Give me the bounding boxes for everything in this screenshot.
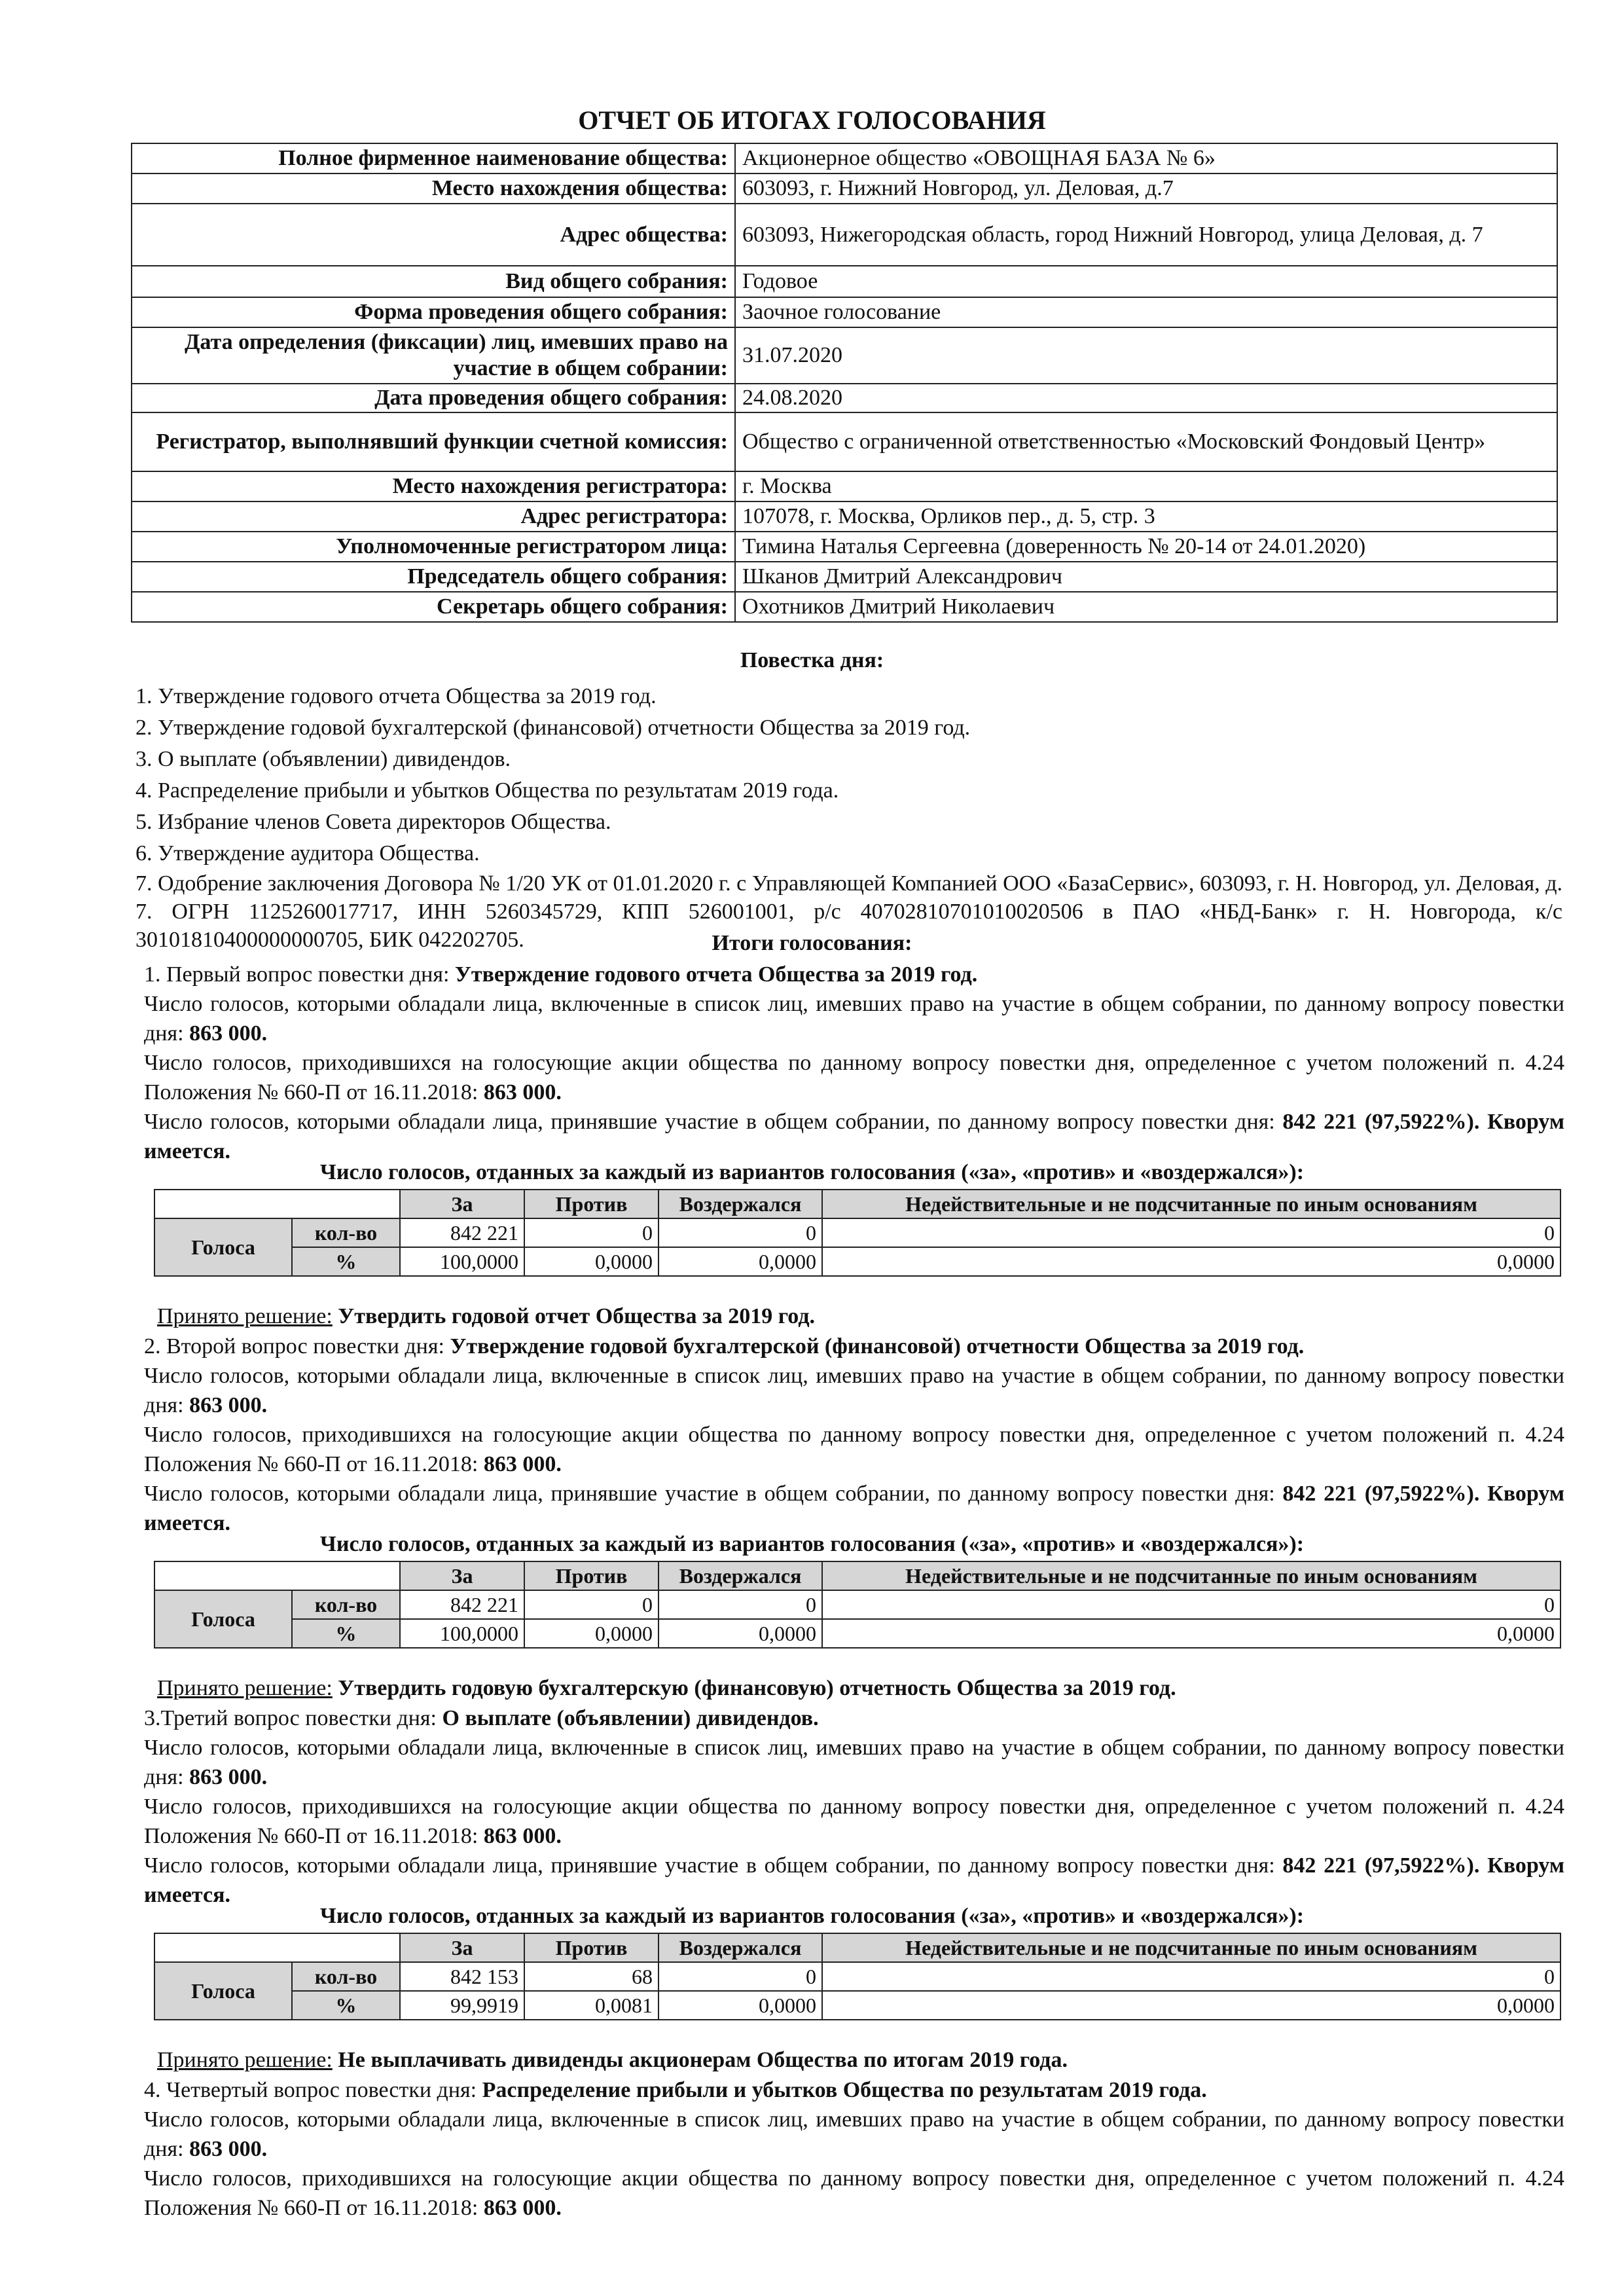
- document-title: ОТЧЕТ ОБ ИТОГАХ ГОЛОСОВАНИЯ: [578, 105, 1046, 135]
- cell-invalid-count: 0: [822, 1962, 1561, 1991]
- info-row: [132, 592, 1557, 622]
- info-label: Председатель общего собрания:: [132, 562, 735, 592]
- row-label-pct: %: [292, 1991, 400, 2020]
- agenda-item: 3. О выплате (объявлении) дивидендов.: [135, 747, 511, 771]
- info-row: [132, 266, 1557, 297]
- row-label-count: кол-во: [292, 1590, 400, 1619]
- info-value: 603093, Нижегородская область, город Нижний Новгород, улица Деловая, д. 7: [735, 204, 1557, 266]
- question-1-title: 1. Первый вопрос повестки дня: Утверждение годового отчета Общества за 2019 год.: [144, 962, 978, 987]
- info-label: Место нахождения регистратора:: [132, 471, 735, 501]
- question-3-block: [144, 1704, 1564, 1910]
- info-row: [132, 143, 1557, 173]
- cell-against-pct: 0,0000: [524, 1619, 659, 1648]
- question-1-table-caption: Число голосов, отданных за каждый из вариантов голосования («за», «против» и «воздержался»):: [319, 1160, 1305, 1184]
- info-value: 24.08.2020: [735, 384, 1557, 412]
- info-label: Вид общего собрания:: [132, 266, 735, 297]
- info-row: [132, 532, 1557, 562]
- info-row: [132, 173, 1557, 204]
- cell-abstain-pct: 0,0000: [659, 1247, 822, 1276]
- info-value: Общество с ограниченной ответственностью «Московский Фондовый Центр»: [735, 412, 1557, 471]
- col-abstain: Воздержался: [659, 1561, 822, 1590]
- question-3-votes-table: [154, 1933, 1561, 2020]
- cell-against-count: 0: [524, 1218, 659, 1247]
- question-2-title: 2. Второй вопрос повестки дня: Утверждение годовой бухгалтерской (финансовой) отчетности Общества за 2019 год.: [144, 1334, 1305, 1358]
- info-value: Охотников Дмитрий Николаевич: [735, 592, 1557, 622]
- info-row: [132, 204, 1557, 266]
- info-value: Шканов Дмитрий Александрович: [735, 562, 1557, 592]
- cell-against-pct: 0,0081: [524, 1991, 659, 2020]
- col-invalid: Недействительные и не подсчитанные по иным основаниям: [822, 1561, 1561, 1590]
- cell-invalid-count: 0: [822, 1218, 1561, 1247]
- question-2-votes-total: Число голосов, которыми обладали лица, включенные в список лиц, имевших право на участие в общем собрании, по данному вопросу повестки дня: 863 000.: [144, 1364, 1564, 1417]
- info-label: Секретарь общего собрания:: [132, 592, 735, 622]
- col-against: Против: [524, 1933, 659, 1962]
- info-row: [132, 501, 1557, 532]
- cell-invalid-pct: 0,0000: [822, 1247, 1561, 1276]
- question-3-votes-total: Число голосов, которыми обладали лица, включенные в список лиц, имевших право на участие в общем собрании, по данному вопросу повестки дня: 863 000.: [144, 1736, 1564, 1789]
- question-4-title: 4. Четвертый вопрос повестки дня: Распределение прибыли и убытков Общества по результатам 2019 года.: [144, 2078, 1207, 2102]
- cell-invalid-count: 0: [822, 1590, 1561, 1619]
- cell-against-count: 0: [524, 1590, 659, 1619]
- cell-abstain-count: 0: [659, 1590, 822, 1619]
- question-1-votes-shares: Число голосов, приходившихся на голосующие акции общества по данному вопросу повестки дня, определенное с учетом положений п. 4.24 Положения № 660-П от 16.11.2018: 863 000.: [144, 1051, 1564, 1104]
- row-label-pct: %: [292, 1247, 400, 1276]
- question-3-votes-participants: Число голосов, которыми обладали лица, принявшие участие в общем собрании, по данному вопросу повестки дня: 842 221 (97,5922%). Кворум имеется.: [144, 1853, 1565, 1907]
- cell-against-pct: 0,0000: [524, 1247, 659, 1276]
- agenda-item: 1. Утверждение годового отчета Общества за 2019 год.: [135, 684, 657, 708]
- col-for: За: [400, 1190, 524, 1218]
- agenda-item: 2. Утверждение годовой бухгалтерской (финансовой) отчетности Общества за 2019 год.: [135, 716, 971, 740]
- info-label: Адрес общества:: [132, 204, 735, 266]
- question-4-votes-shares: Число голосов, приходившихся на голосующие акции общества по данному вопросу повестки дня, определенное с учетом положений п. 4.24 Положения № 660-П от 16.11.2018: 863 000.: [144, 2166, 1564, 2220]
- cell-for-count: 842 221: [400, 1590, 524, 1619]
- info-value: Заочное голосование: [735, 297, 1557, 327]
- agenda-list: [135, 681, 1562, 954]
- col-against: Против: [524, 1190, 659, 1218]
- agenda-item: 6. Утверждение аудитора Общества.: [135, 841, 480, 866]
- info-value: Годовое: [735, 266, 1557, 297]
- cell-abstain-count: 0: [659, 1962, 822, 1991]
- table-row: [154, 1247, 1561, 1276]
- question-3-title: 3.Третий вопрос повестки дня: О выплате (объявлении) дивидендов.: [144, 1706, 819, 1730]
- info-row: [132, 327, 1557, 384]
- info-label: Адрес регистратора:: [132, 501, 735, 532]
- cell-against-count: 68: [524, 1962, 659, 1991]
- cell-abstain-count: 0: [659, 1218, 822, 1247]
- question-3-votes-shares: Число голосов, приходившихся на голосующие акции общества по данному вопросу повестки дня, определенное с учетом положений п. 4.24 Положения № 660-П от 16.11.2018: 863 000.: [144, 1795, 1564, 1848]
- cell-for-pct: 100,0000: [400, 1247, 524, 1276]
- col-for: За: [400, 1561, 524, 1590]
- table-row: [154, 1619, 1561, 1648]
- cell-abstain-pct: 0,0000: [659, 1619, 822, 1648]
- info-value: 107078, г. Москва, Орликов пер., д. 5, стр. 3: [735, 501, 1557, 532]
- col-for: За: [400, 1933, 524, 1962]
- info-row: [132, 297, 1557, 327]
- question-2-votes-shares: Число голосов, приходившихся на голосующие акции общества по данному вопросу повестки дня, определенное с учетом положений п. 4.24 Положения № 660-П от 16.11.2018: 863 000.: [144, 1423, 1564, 1476]
- cell-for-count: 842 221: [400, 1218, 524, 1247]
- info-label: Полное фирменное наименование общества:: [132, 143, 735, 173]
- meeting-info-table: [131, 143, 1558, 623]
- question-1-votes-participants: Число голосов, которыми обладали лица, принявшие участие в общем собрании, по данному вопросу повестки дня: 842 221 (97,5922%). Кворум имеется.: [144, 1110, 1565, 1163]
- row-label-count: кол-во: [292, 1218, 400, 1247]
- question-2-decision: Принято решение: Утвердить годовую бухгалтерскую (финансовую) отчетность Общества за 2019 год.: [157, 1676, 1176, 1700]
- agenda-item: 4. Распределение прибыли и убытков Общества по результатам 2019 года.: [135, 778, 839, 803]
- question-4-block: [144, 2075, 1564, 2223]
- info-value: Акционерное общество «ОВОЩНАЯ БАЗА № 6»: [735, 143, 1557, 173]
- table-row: [154, 1590, 1561, 1619]
- cell-abstain-pct: 0,0000: [659, 1991, 822, 2020]
- row-label-count: кол-во: [292, 1962, 400, 1991]
- cell-invalid-pct: 0,0000: [822, 1991, 1561, 2020]
- info-value: 31.07.2020: [735, 327, 1557, 384]
- row-group-label: Голоса: [154, 1218, 292, 1276]
- info-value: Тимина Наталья Сергеевна (доверенность № 20-14 от 24.01.2020): [735, 532, 1557, 562]
- results-heading: Итоги голосования:: [712, 931, 912, 955]
- question-1-votes-total: Число голосов, которыми обладали лица, включенные в список лиц, имевших право на участие в общем собрании, по данному вопросу повестки дня: 863 000.: [144, 992, 1564, 1046]
- question-4-votes-total: Число голосов, которыми обладали лица, включенные в список лиц, имевших право на участие в общем собрании, по данному вопросу повестки дня: 863 000.: [144, 2107, 1564, 2161]
- table-row: [154, 1218, 1561, 1247]
- question-3-table-caption: Число голосов, отданных за каждый из вариантов голосования («за», «против» и «воздержался»):: [319, 1904, 1305, 1928]
- info-label: Уполномоченные регистратором лица:: [132, 532, 735, 562]
- info-value: г. Москва: [735, 471, 1557, 501]
- row-label-pct: %: [292, 1619, 400, 1648]
- col-abstain: Воздержался: [659, 1190, 822, 1218]
- info-row: [132, 471, 1557, 501]
- cell-invalid-pct: 0,0000: [822, 1619, 1561, 1648]
- info-value: 603093, г. Нижний Новгород, ул. Деловая, д.7: [735, 173, 1557, 204]
- agenda-item: 5. Избрание членов Совета директоров Общества.: [135, 810, 611, 834]
- col-invalid: Недействительные и не подсчитанные по иным основаниям: [822, 1933, 1561, 1962]
- col-against: Против: [524, 1561, 659, 1590]
- agenda-heading: Повестка дня:: [740, 648, 884, 672]
- row-group-label: Голоса: [154, 1962, 292, 2020]
- question-1-votes-table: [154, 1189, 1561, 1277]
- info-label: Дата проведения общего собрания:: [132, 384, 735, 412]
- question-2-votes-participants: Число голосов, которыми обладали лица, принявшие участие в общем собрании, по данному вопросу повестки дня: 842 221 (97,5922%). Кворум имеется.: [144, 1482, 1565, 1535]
- row-group-label: Голоса: [154, 1590, 292, 1648]
- cell-for-pct: 100,0000: [400, 1619, 524, 1648]
- info-label: Регистратор, выполнявший функции счетной комиссия:: [132, 412, 735, 471]
- cell-for-count: 842 153: [400, 1962, 524, 1991]
- info-label: Форма проведения общего собрания:: [132, 297, 735, 327]
- question-1-decision: Принято решение: Утвердить годовой отчет Общества за 2019 год.: [157, 1304, 816, 1328]
- cell-for-pct: 99,9919: [400, 1991, 524, 2020]
- col-abstain: Воздержался: [659, 1933, 822, 1962]
- info-label: Место нахождения общества:: [132, 173, 735, 204]
- table-row: [154, 1962, 1561, 1991]
- question-2-block: [144, 1332, 1564, 1538]
- col-invalid: Недействительные и не подсчитанные по иным основаниям: [822, 1190, 1561, 1218]
- agenda-item: 7. Одобрение заключения Договора № 1/20 УК от 01.01.2020 г. с Управляющей Компанией ООО «БазаСервис», 603093, г. Н. Новгород, ул. Деловая, д. 7. ОГРН 1125260017717, ИНН 5260345729, КПП 526001001, р/с 40702810701010020506 в ПАО «НБД-Банк» г. Н. Новгорода, к/с 30101810400000000705, БИК 042202705.: [135, 871, 1562, 952]
- info-row: [132, 562, 1557, 592]
- question-3-decision: Принято решение: Не выплачивать дивиденды акционерам Общества по итогам 2019 года.: [157, 2048, 1068, 2072]
- table-row: [154, 1991, 1561, 2020]
- info-row: [132, 384, 1557, 412]
- question-1-block: [144, 960, 1564, 1166]
- info-label: Дата определения (фиксации) лиц, имевших право на участие в общем собрании:: [132, 327, 735, 384]
- info-row: [132, 412, 1557, 471]
- question-2-votes-table: [154, 1561, 1561, 1649]
- question-2-table-caption: Число голосов, отданных за каждый из вариантов голосования («за», «против» и «воздержался»):: [319, 1532, 1305, 1556]
